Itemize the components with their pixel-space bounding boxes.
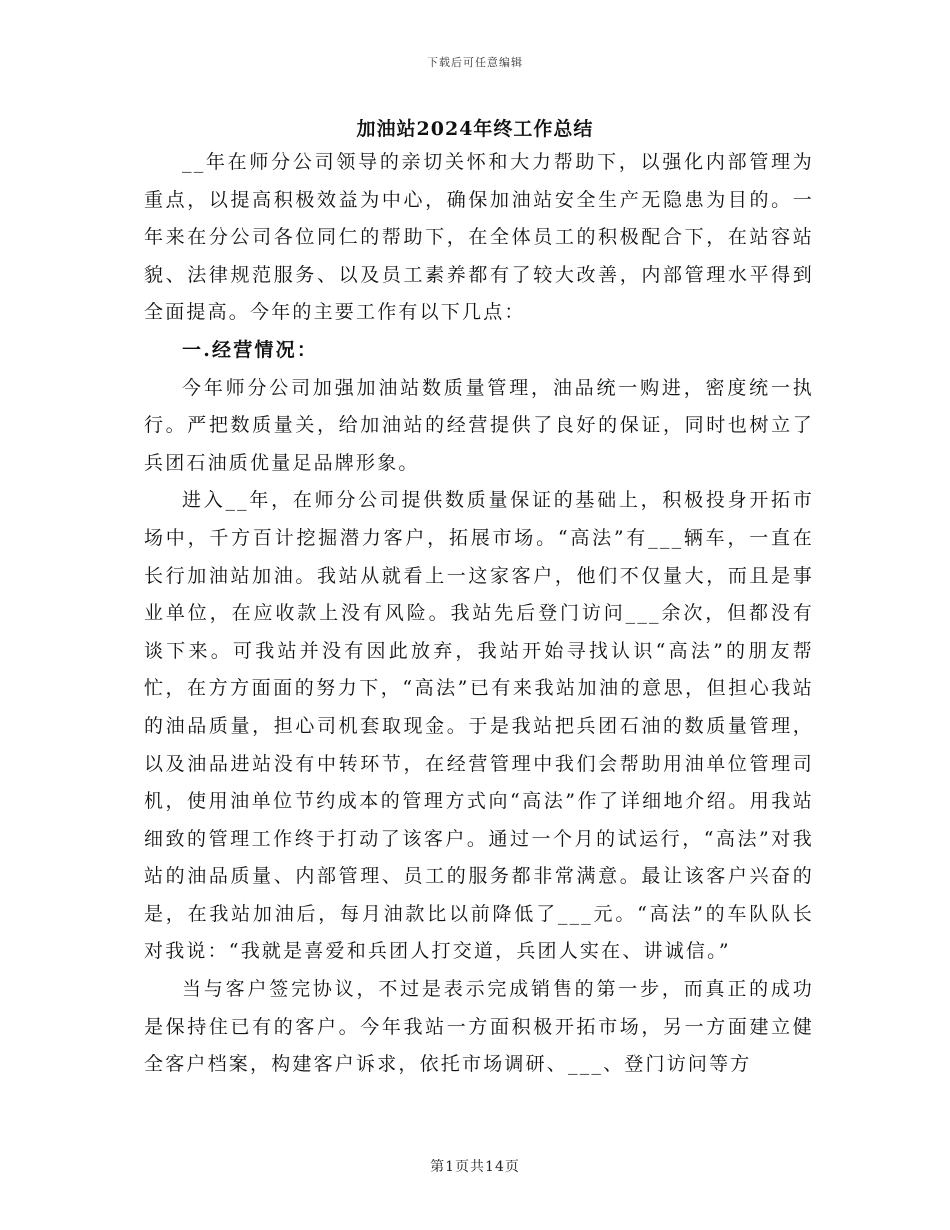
paragraph-intro: __年在师分公司领导的亲切关怀和大力帮助下，以强化内部管理为重点，以提高积极效益为中心，确保加油站安全生产无隐患为目的。一年来在分公司各位同仁的帮助下，在全体员工的积极配合下，在站容站貌、法律规范服务、以及员工素养都有了较大改善，内部管理水平得到全面提高。今年的主要工作有以下几点： <box>144 151 814 324</box>
section-heading-operations: 一.经营情况： <box>182 338 319 361</box>
page-number-footer: 第1页共14页 <box>430 1159 520 1175</box>
document-body <box>144 144 814 1084</box>
page-header-note: 下载后可任意编辑 <box>427 56 523 69</box>
paragraph-customer-retention: 当与客户签完协议，不过是表示完成销售的第一步，而真正的成功是保持住已有的客户。今年我站一方面积极开拓市场，另一方面建立健全客户档案，构建客户诉求，依托市场调研、___、登门访问等方 <box>144 978 814 1076</box>
paragraph-market-expansion: 进入__年，在师分公司提供数质量保证的基础上，积极投身开拓市场中，千方百计挖掘潜力客户，拓展市场。“高法”有___辆车，一直在长行加油站加油。我站从就看上一这家客户，他们不仅量大，而且是事业单位，在应收款上没有风险。我站先后登门访问___余次，但都没有谈下来。可我站并没有因此放弃，我站开始寻找认识“高法”的朋友帮忙，在方方面面的努力下，“高法”已有来我站加油的意思，但担心我站的油品质量，担心司机套取现金。于是我站把兵团石油的数质量管理，以及油品进站没有中转环节，在经营管理中我们会帮助用油单位管理司机，使用油单位节约成本的管理方式向“高法”作了详细地介绍。用我站细致的管理工作终于打动了该客户。通过一个月的试运行，“高法”对我站的油品质量、内部管理、员工的服务都非常满意。最让该客户兴奋的是，在我站加油后，每月油款比以前降低了___元。“高法”的车队队长对我说：“我就是喜爱和兵团人打交道，兵团人实在、讲诚信。” <box>144 489 814 963</box>
document-title: 加油站2024年终工作总结 <box>356 118 594 140</box>
paragraph-quality-management: 今年师分公司加强加油站数质量管理，油品统一购进，密度统一执行。严把数质量关，给加油站的经营提供了良好的保证，同时也树立了兵团石油质优量足品牌形象。 <box>144 376 814 474</box>
